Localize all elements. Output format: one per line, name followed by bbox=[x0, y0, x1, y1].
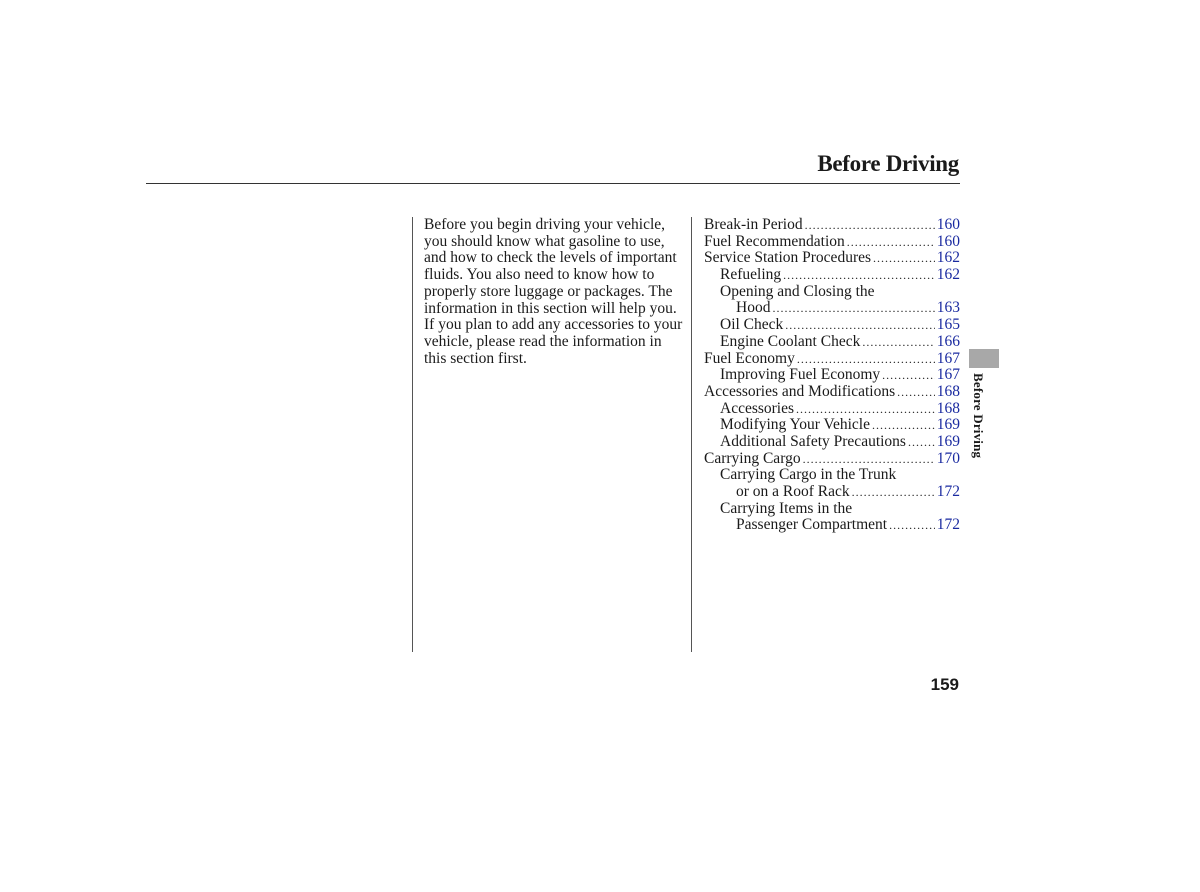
toc-page-link[interactable]: 163 bbox=[936, 299, 960, 317]
toc-entry bbox=[704, 284, 960, 301]
toc-entry-label: Fuel Recommendation bbox=[704, 232, 845, 250]
toc-entry-label: Refueling bbox=[720, 266, 782, 284]
toc-page-link[interactable]: 169 bbox=[936, 416, 960, 434]
toc-entry bbox=[704, 501, 960, 518]
toc-entry-label: Service Station Procedures bbox=[704, 249, 872, 267]
toc-leader-dots bbox=[772, 300, 934, 317]
toc-page-link[interactable]: 166 bbox=[936, 332, 960, 350]
toc-leader-dots bbox=[882, 367, 935, 384]
toc-entry[interactable] bbox=[704, 217, 960, 234]
side-section-label: Before Driving bbox=[971, 373, 986, 459]
toc-leader-dots bbox=[872, 417, 935, 434]
toc-page-link[interactable]: 165 bbox=[936, 316, 960, 334]
toc-leader-dots bbox=[805, 217, 935, 234]
toc-leader-dots bbox=[783, 267, 935, 284]
toc-leader-dots bbox=[889, 517, 935, 534]
toc-entry-label: Passenger Compartment bbox=[736, 516, 888, 534]
toc-entry[interactable] bbox=[704, 484, 960, 501]
toc-entry-label: Engine Coolant Check bbox=[720, 332, 861, 350]
toc-page-link[interactable]: 169 bbox=[936, 432, 960, 450]
toc-entry-label: Carrying Cargo bbox=[704, 449, 801, 467]
section-title: Before Driving bbox=[817, 151, 959, 176]
toc-leader-dots bbox=[862, 334, 934, 351]
toc-entry[interactable] bbox=[704, 401, 960, 418]
toc-entry-label: or on a Roof Rack bbox=[736, 483, 850, 500]
toc-leader-dots bbox=[803, 451, 935, 468]
toc-entry-label: Accessories bbox=[720, 399, 795, 417]
title-rule bbox=[146, 183, 960, 184]
toc-entry[interactable] bbox=[704, 250, 960, 267]
toc-entry[interactable] bbox=[704, 517, 960, 534]
toc-entry[interactable] bbox=[704, 451, 960, 468]
toc-leader-dots bbox=[847, 234, 935, 251]
toc-page-link[interactable]: 162 bbox=[936, 249, 960, 267]
toc-entry[interactable] bbox=[704, 267, 960, 284]
toc-entry-label: Carrying Cargo in the Trunk bbox=[720, 466, 897, 484]
toc-leader-dots bbox=[873, 250, 935, 267]
toc-entry[interactable] bbox=[704, 234, 960, 251]
toc-entry[interactable] bbox=[704, 351, 960, 368]
toc-entry-label: Carrying Items in the bbox=[720, 499, 853, 517]
toc-entry-label: Opening and Closing the bbox=[720, 282, 875, 300]
page-number: 159 bbox=[930, 675, 959, 694]
toc-entry-label: Break-in Period bbox=[704, 216, 803, 233]
toc-entry[interactable] bbox=[704, 417, 960, 434]
toc-entry-label: Accessories and Modifications bbox=[704, 382, 896, 400]
toc-page-link[interactable]: 172 bbox=[936, 483, 960, 500]
toc-page-link[interactable]: 167 bbox=[936, 349, 960, 367]
toc-leader-dots bbox=[852, 484, 935, 501]
toc-entry[interactable] bbox=[704, 367, 960, 384]
intro-paragraph: Before you begin driving your vehicle, you should know what gasoline to use, and how to check the levels of important fluids. You also need to know how to properly store luggage or packages. The information in this section will help you. If you plan to add any accessories to your vehicle, please read the information in this section first. bbox=[424, 216, 683, 367]
section-tab-marker bbox=[969, 349, 999, 368]
toc-page-link[interactable]: 160 bbox=[936, 232, 960, 250]
toc-entry-label: Additional Safety Precautions bbox=[720, 432, 906, 450]
toc-page-link[interactable]: 167 bbox=[936, 366, 960, 384]
toc-leader-dots bbox=[785, 317, 934, 334]
column-divider-right bbox=[691, 217, 692, 652]
toc-entry-label: Improving Fuel Economy bbox=[720, 366, 881, 384]
toc-page-link[interactable]: 168 bbox=[936, 382, 960, 400]
toc-page-link[interactable]: 162 bbox=[936, 266, 960, 284]
toc-leader-dots bbox=[797, 351, 935, 368]
toc-entry-label: Oil Check bbox=[720, 316, 784, 334]
column-divider-left bbox=[412, 217, 413, 652]
toc-entry[interactable] bbox=[704, 300, 960, 317]
toc-page-link[interactable]: 168 bbox=[936, 399, 960, 417]
toc-page-link[interactable]: 160 bbox=[936, 216, 960, 233]
toc-entry[interactable] bbox=[704, 434, 960, 451]
toc-entry bbox=[704, 467, 960, 484]
toc-page-link[interactable]: 172 bbox=[936, 516, 960, 534]
toc-entry[interactable] bbox=[704, 384, 960, 401]
toc-entry[interactable] bbox=[704, 334, 960, 351]
toc-entry-label: Modifying Your Vehicle bbox=[720, 416, 870, 434]
toc-page-link[interactable]: 170 bbox=[936, 449, 960, 467]
toc-entry-label: Hood bbox=[736, 299, 771, 317]
toc-leader-dots bbox=[897, 384, 935, 401]
table-of-contents bbox=[704, 217, 960, 534]
toc-entry[interactable] bbox=[704, 317, 960, 334]
toc-leader-dots bbox=[908, 434, 935, 451]
toc-leader-dots bbox=[796, 401, 935, 418]
toc-entry-label: Fuel Economy bbox=[704, 349, 795, 367]
